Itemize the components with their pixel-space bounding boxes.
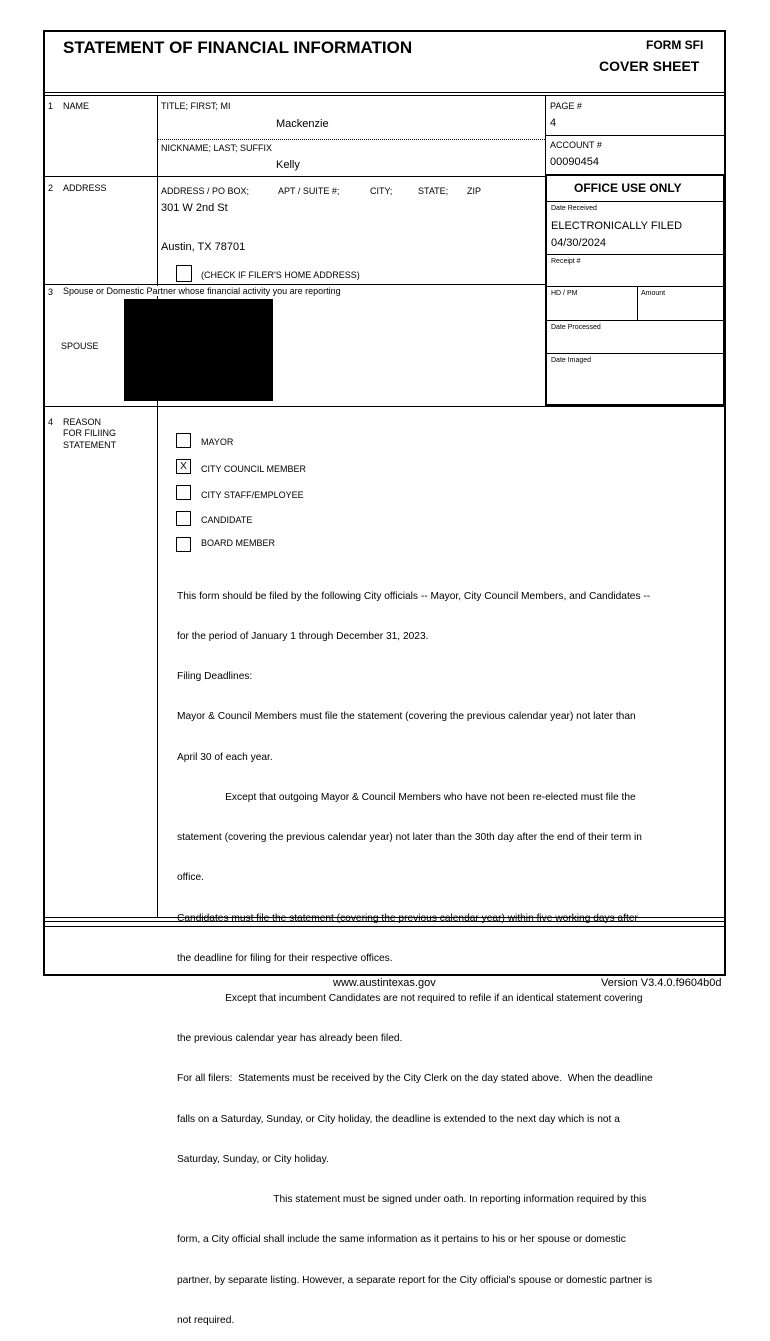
city-council-member-option-label: CITY COUNCIL MEMBER [201, 464, 307, 474]
spouse-label: SPOUSE [61, 341, 99, 351]
reason-label-line-1: REASON [63, 417, 102, 427]
divider [157, 95, 158, 917]
title-first-mi-label: TITLE; FIRST; MI [161, 101, 231, 111]
footer-website: www.austintexas.gov [333, 977, 436, 989]
amount-label: Amount [641, 290, 666, 297]
spouse-section-label: Spouse or Domestic Partner whose financial activity you are reporting [63, 286, 341, 296]
instruction-line: Except that incumbent Candidates are not required to refile if an identical statement covering [177, 993, 643, 1004]
hd-pm-label: HD / PM [551, 290, 578, 297]
instruction-line: for the period of January 1 through December 31, 2023. [177, 631, 429, 643]
divider [43, 284, 545, 285]
divider [43, 92, 726, 93]
home-address-checkbox[interactable] [176, 265, 192, 282]
cover-sheet-label: COVER SHEET [599, 58, 700, 74]
instruction-line: the deadline for filing for their respective offices. [177, 952, 393, 964]
instruction-line: This statement must be signed under oath. In reporting information required by this [177, 1194, 647, 1206]
date-received-label: Date Received [551, 205, 597, 212]
page-number-value: 4 [550, 117, 557, 129]
office-use-title: OFFICE USE ONLY [574, 181, 682, 195]
instructions-text [177, 563, 717, 1341]
address-line-2: Austin, TX 78701 [161, 241, 246, 253]
instruction-line: office. [177, 872, 204, 884]
city-staff-employee-option-label: CITY STAFF/EMPLOYEE [201, 490, 304, 500]
instruction-line: falls on a Saturday, Sunday, or City holiday, the deadline is extended to the next day which is not a [177, 1113, 620, 1125]
instruction-line: Mayor & Council Members must file the statement (covering the previous calendar year) not later than [177, 711, 636, 723]
city-council-member-checkbox[interactable]: X [176, 459, 191, 474]
date-processed-label: Date Processed [551, 324, 601, 331]
form-id: FORM SFI [646, 38, 704, 52]
divider [547, 286, 724, 287]
divider [158, 139, 545, 140]
instruction-line: This form should be filed by the following City officials -- Mayor, City Council Members, and Candidates -- [177, 590, 651, 602]
divider [547, 201, 724, 202]
zip-label: ZIP [467, 186, 482, 196]
redacted-block [124, 299, 273, 401]
section-1-number: 1 [48, 101, 54, 111]
reason-label-line-2: FOR FILIING [63, 428, 117, 438]
candidate-checkbox[interactable] [176, 511, 191, 526]
divider [637, 286, 638, 320]
address-line-1: 301 W 2nd St [161, 202, 228, 214]
instruction-line: form, a City official shall include the same information as it pertains to his or her spouse or domestic [177, 1234, 626, 1246]
receipt-number-label: Receipt # [551, 258, 581, 265]
filing-status: ELECTRONICALLY FILED [551, 220, 683, 232]
apt-suite-label: APT / SUITE #; [278, 186, 340, 196]
form-title: STATEMENT OF FINANCIAL INFORMATION [63, 38, 413, 57]
address-po-box-label: ADDRESS / PO BOX; [161, 186, 250, 196]
name-section-label: NAME [63, 101, 90, 111]
divider [43, 176, 545, 177]
last-name-value: Kelly [276, 159, 300, 171]
state-label: STATE; [418, 186, 449, 196]
board-member-checkbox[interactable] [176, 537, 191, 552]
city-label: CITY; [370, 186, 393, 196]
page-number-label: PAGE # [550, 101, 582, 111]
mayor-checkbox[interactable] [176, 433, 191, 448]
instruction-line: Filing Deadlines: [177, 671, 253, 683]
nickname-last-suffix-label: NICKNAME; LAST; SUFFIX [161, 143, 273, 153]
instruction-line: For all filers: Statements must be received by the City Clerk on the day stated above. When the deadline [177, 1073, 653, 1085]
reason-label-line-3: STATEMENT [63, 440, 117, 450]
divider [43, 926, 726, 927]
board-member-option-label: BOARD MEMBER [201, 538, 276, 548]
account-number-label: ACCOUNT # [550, 140, 602, 150]
divider [43, 406, 726, 407]
date-imaged-label: Date Imaged [551, 357, 592, 364]
instruction-line: not required. [177, 1314, 235, 1326]
instruction-line: the previous calendar year has already been filed. [177, 1033, 403, 1045]
first-name-value: Mackenzie [276, 118, 329, 130]
section-2-number: 2 [48, 183, 54, 193]
divider [43, 95, 726, 96]
section-4-number: 4 [48, 417, 54, 427]
divider [43, 917, 726, 918]
divider [547, 353, 724, 354]
home-address-check-label: (CHECK IF FILER'S HOME ADDRESS) [201, 270, 360, 280]
candidate-option-label: CANDIDATE [201, 515, 253, 525]
mayor-option-label: MAYOR [201, 437, 234, 447]
instruction-line: Saturday, Sunday, or City holiday. [177, 1153, 329, 1165]
city-staff-employee-checkbox[interactable] [176, 485, 191, 500]
instruction-line: Candidates must file the statement (covering the previous calendar year) within five working days after [177, 912, 638, 924]
divider [545, 135, 726, 136]
divider [547, 320, 724, 321]
account-number-value: 00090454 [550, 156, 599, 168]
address-section-label: ADDRESS [63, 183, 107, 193]
instruction-line: partner, by separate listing. However, a separate report for the City official's spouse or domestic partner is [177, 1274, 653, 1286]
instruction-line: April 30 of each year. [177, 751, 273, 763]
divider [547, 254, 724, 255]
footer-version: Version V3.4.0.f9604b0d [601, 977, 722, 989]
date-filed: 04/30/2024 [551, 237, 607, 249]
instruction-line: statement (covering the previous calendar year) not later than the 30th day after the end of their term in [177, 832, 642, 844]
section-3-number: 3 [48, 287, 54, 297]
divider [43, 921, 726, 922]
instruction-line: Except that outgoing Mayor & Council Members who have not been re-elected must file the [177, 791, 636, 803]
